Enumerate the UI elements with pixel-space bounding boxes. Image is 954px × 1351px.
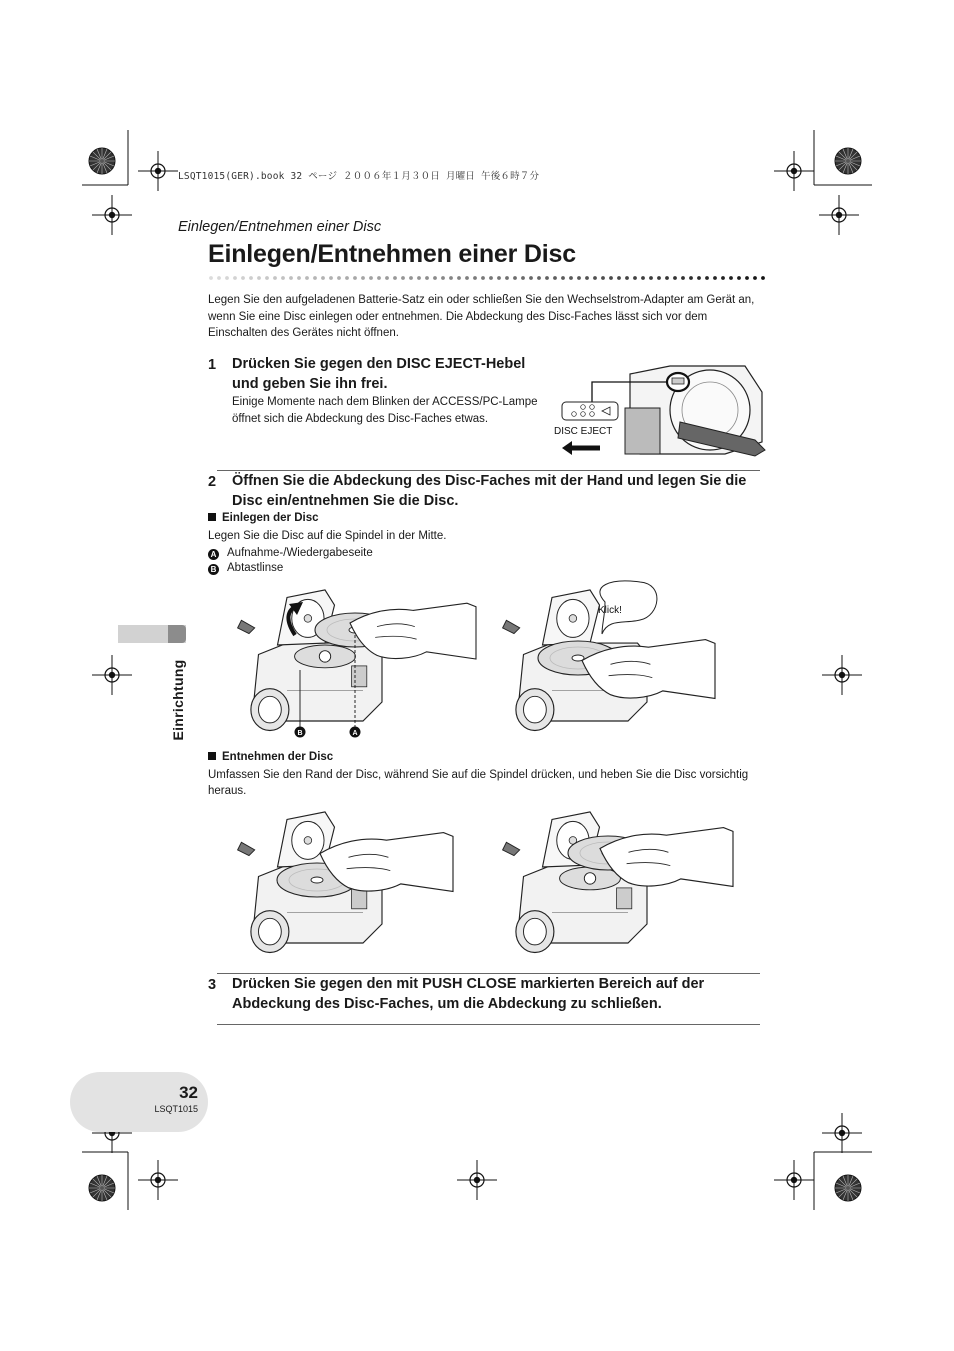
rule-dot: [313, 276, 317, 280]
rule-dot: [217, 276, 221, 280]
remove-disc-text: Umfassen Sie den Rand der Disc, während Sie auf die Spindel drücken, und heben Sie die Disc vorsichtig heraus.: [208, 769, 749, 797]
page-code: LSQT1015: [154, 1104, 198, 1114]
square-bullet-icon: [208, 752, 216, 760]
rule-dot: [321, 276, 325, 280]
rule-dot: [649, 276, 653, 280]
rule-dot: [601, 276, 605, 280]
rule-dot: [505, 276, 509, 280]
rule-dot: [441, 276, 445, 280]
crop-corner-bottom-right: [812, 1150, 882, 1220]
rule-dot: [393, 276, 397, 280]
rule-dot: [553, 276, 557, 280]
insert-disc-text: Legen Sie die Disc auf die Spindel in der Mitte.: [208, 530, 447, 542]
rule-dot: [593, 276, 597, 280]
rule-dot: [369, 276, 373, 280]
step-divider: [217, 1024, 760, 1025]
rule-dot: [225, 276, 229, 280]
badge-b-label: B: [297, 730, 303, 737]
rule-dot: [233, 276, 237, 280]
badge-b-icon: B: [208, 564, 219, 575]
step-divider: [217, 470, 760, 471]
rule-dot: [305, 276, 309, 280]
page-title: Einlegen/Entnehmen einer Disc: [208, 240, 576, 268]
rule-dot: [433, 276, 437, 280]
insert-disc-heading: Einlegen der Disc: [208, 512, 319, 524]
registration-mark-icon: [138, 1160, 178, 1200]
rule-dot: [625, 276, 629, 280]
rule-dot: [657, 276, 661, 280]
rule-dot: [609, 276, 613, 280]
rule-dot: [273, 276, 277, 280]
rule-dot: [473, 276, 477, 280]
rule-dot: [297, 276, 301, 280]
rule-dot: [513, 276, 517, 280]
rule-dot: [465, 276, 469, 280]
rule-dot: [569, 276, 573, 280]
breadcrumb: Einlegen/Entnehmen einer Disc: [178, 219, 382, 235]
rule-dot: [353, 276, 357, 280]
rule-dot: [489, 276, 493, 280]
registration-mark-icon: [774, 1160, 814, 1200]
lift-disc-illustration: [490, 805, 750, 965]
step-3-title: Drücken Sie gegen den mit PUSH CLOSE markierten Bereich auf der Abdeckung des Disc-Faches, um die Abdeckung zu schließen.: [232, 976, 705, 1012]
rule-dot: [329, 276, 333, 280]
disc-eject-label: DISC EJECT: [554, 426, 613, 437]
rule-dot: [689, 276, 693, 280]
rule-dot: [721, 276, 725, 280]
square-bullet-icon: [208, 513, 216, 521]
rule-dot: [249, 276, 253, 280]
rule-dot: [577, 276, 581, 280]
step-1-title: Drücken Sie gegen den DISC EJECT-Hebel und geben Sie ihn frei.: [232, 356, 526, 392]
rule-dot: [697, 276, 701, 280]
insert-disc-illustration: [225, 580, 480, 745]
rule-dot: [417, 276, 421, 280]
rule-dot: [633, 276, 637, 280]
rule-dot: [409, 276, 413, 280]
rule-dot: [713, 276, 717, 280]
rule-dot: [681, 276, 685, 280]
rule-dot: [257, 276, 261, 280]
legend-item-b: B Abtastlinse: [208, 560, 283, 576]
registration-mark-icon: [92, 655, 132, 695]
registration-mark-icon: [138, 151, 178, 191]
registration-mark-icon: [822, 1113, 862, 1153]
crop-corner-top-left: [70, 130, 140, 200]
section-tab-marker: [168, 625, 186, 643]
rule-dot: [345, 276, 349, 280]
step-3-number: 3: [208, 977, 217, 993]
registration-mark-icon: [457, 1160, 497, 1200]
rule-dot: [705, 276, 709, 280]
legend-item-a: A Aufnahme-/Wiedergabeseite: [208, 545, 373, 561]
rule-dot: [537, 276, 541, 280]
rule-dot: [585, 276, 589, 280]
title-dot-rule: [208, 274, 768, 282]
rule-dot: [753, 276, 757, 280]
rule-dot: [449, 276, 453, 280]
rule-dot: [265, 276, 269, 280]
intro-paragraph: Legen Sie den aufgeladenen Batterie-Satz ein oder schließen Sie den Wechselstrom-Adapter am Gerät an, wenn Sie eine Disc einlegen oder entnehmen. Die Abdeckung des Disc-Faches lässt sich vor dem Einschalten des Gerätes nicht öffnen.: [208, 294, 755, 339]
step-divider: [217, 973, 760, 974]
crop-corner-bottom-left: [70, 1150, 140, 1220]
registration-mark-icon: [92, 195, 132, 235]
section-label: Einrichtung: [170, 658, 186, 741]
rule-dot: [561, 276, 565, 280]
rule-dot: [545, 276, 549, 280]
badge-a-icon: A: [208, 549, 219, 560]
rule-dot: [425, 276, 429, 280]
rule-dot: [385, 276, 389, 280]
crop-corner-top-right: [812, 130, 882, 200]
rule-dot: [529, 276, 533, 280]
print-header: LSQT1015(GER).book 32 ページ ２００６年１月３０日 月曜日 午後６時７分: [178, 171, 540, 182]
rule-dot: [401, 276, 405, 280]
rule-dot: [377, 276, 381, 280]
rule-dot: [641, 276, 645, 280]
rule-dot: [481, 276, 485, 280]
disc-eject-illustration: [550, 362, 770, 462]
rule-dot: [745, 276, 749, 280]
rule-dot: [761, 276, 765, 280]
click-callout: Klick!: [598, 605, 622, 616]
step-1-number: 1: [208, 357, 217, 373]
rule-dot: [281, 276, 285, 280]
rule-dot: [337, 276, 341, 280]
step-1-description: Einige Momente nach dem Blinken der ACCESS/PC-Lampe öffnet sich die Abdeckung des Disc-Faches etwas.: [232, 396, 538, 425]
rule-dot: [209, 276, 213, 280]
insert-disc-click-illustration: [490, 580, 750, 745]
rule-dot: [361, 276, 365, 280]
rule-dot: [241, 276, 245, 280]
rule-dot: [737, 276, 741, 280]
step-2-title: Öffnen Sie die Abdeckung des Disc-Faches mit der Hand und legen Sie die Disc ein/entnehmen Sie die Disc.: [232, 473, 747, 509]
rule-dot: [497, 276, 501, 280]
remove-disc-heading: Entnehmen der Disc: [208, 751, 333, 763]
step-2-number: 2: [208, 474, 217, 490]
registration-mark-icon: [819, 195, 859, 235]
rule-dot: [521, 276, 525, 280]
badge-a-label: A: [352, 730, 358, 737]
remove-disc-illustration: [225, 805, 480, 965]
registration-mark-icon: [774, 151, 814, 191]
rule-dot: [457, 276, 461, 280]
rule-dot: [665, 276, 669, 280]
page-number: 32: [179, 1083, 198, 1102]
rule-dot: [673, 276, 677, 280]
registration-mark-icon: [822, 655, 862, 695]
rule-dot: [617, 276, 621, 280]
rule-dot: [729, 276, 733, 280]
rule-dot: [289, 276, 293, 280]
